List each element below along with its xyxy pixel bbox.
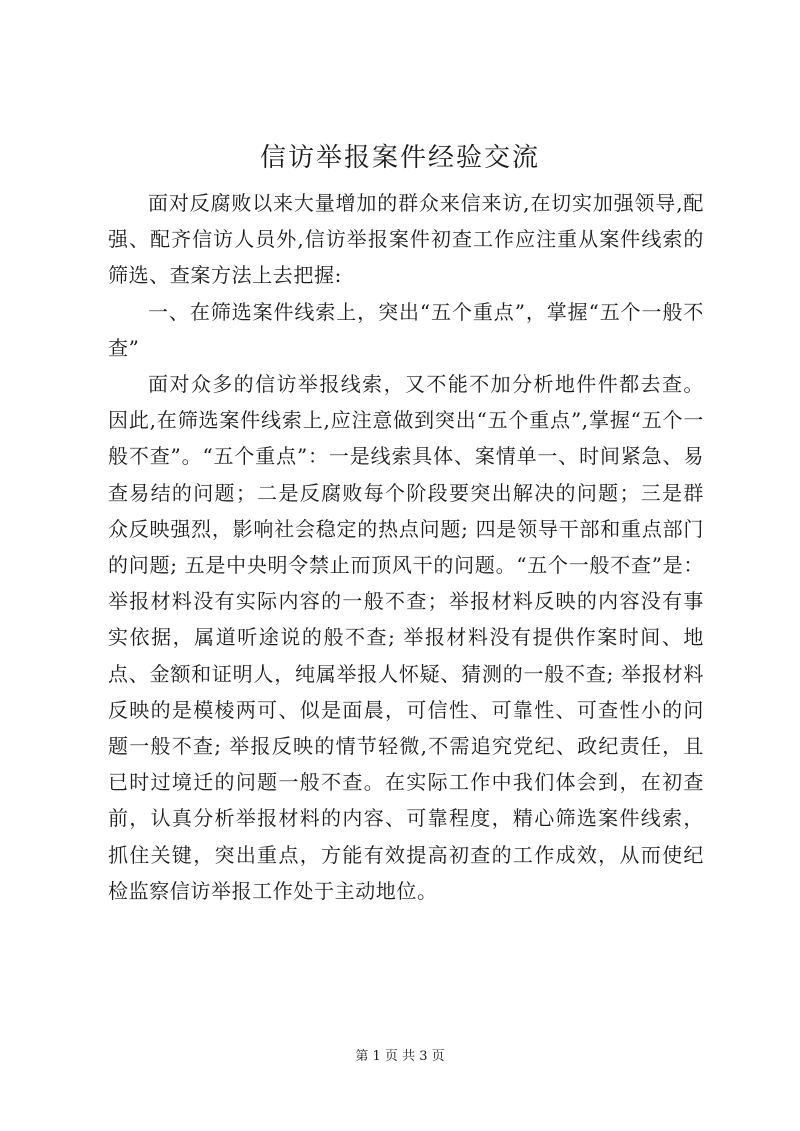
page-footer: 第 1 页 共 3 页 (355, 1049, 445, 1064)
body-paragraph: 面对众多的信访举报线索，又不能不加分析地件件都去查。因此,在筛选案件线索上,应注意做到突出“五个重点”,掌握“五个一般不查”。“五个重点”：一是线索具体、案情单一、时间紧急、易查易结的问题；二是反腐败每个阶段要突出解决的问题；三是群众反映强烈，影响社会稳定的热点问题; 四是领导干部和重点部门的问题; 五是中央明令禁止而顶风干的问题。“五个一般不查”是：举报材料没有实际内容的一般不查；举报材料反映的内容没有事实依据，属道听途说的般不查; 举报材料没有提供作案时间、地点、金额和证明人，纯属举报人怀疑、猜测的一般不查; 举报材料反映的是模棱两可、似是面晨，可信性、可靠性、可查性小的问题一般不查; 举报反映的情节轻微,不需追究党纪、政纪责任，且已时过境迁的问题一般不查。在实际工作中我们体会到，在初查前，认真分析举报材料的内容、可靠程度，精心筛选案件线索，抓住关键，突出重点，方能有效提高初查的工作成效，从而使纪检监察信访举报工作处于主动地位。 (108, 372, 704, 903)
document-body (108, 185, 704, 909)
intro-paragraph: 面对反腐败以来大量增加的群众来信来访,在切实加强领导,配强、配齐信访人员外,信访举报案件初查工作应注重从案件线索的筛选、查案方法上去把握: (108, 191, 704, 288)
document-title: 信访举报案件经验交流 (259, 143, 540, 173)
section-heading: 一、在筛选案件线索上，突出“五个重点”，掌握“五个一般不查” (108, 299, 704, 360)
